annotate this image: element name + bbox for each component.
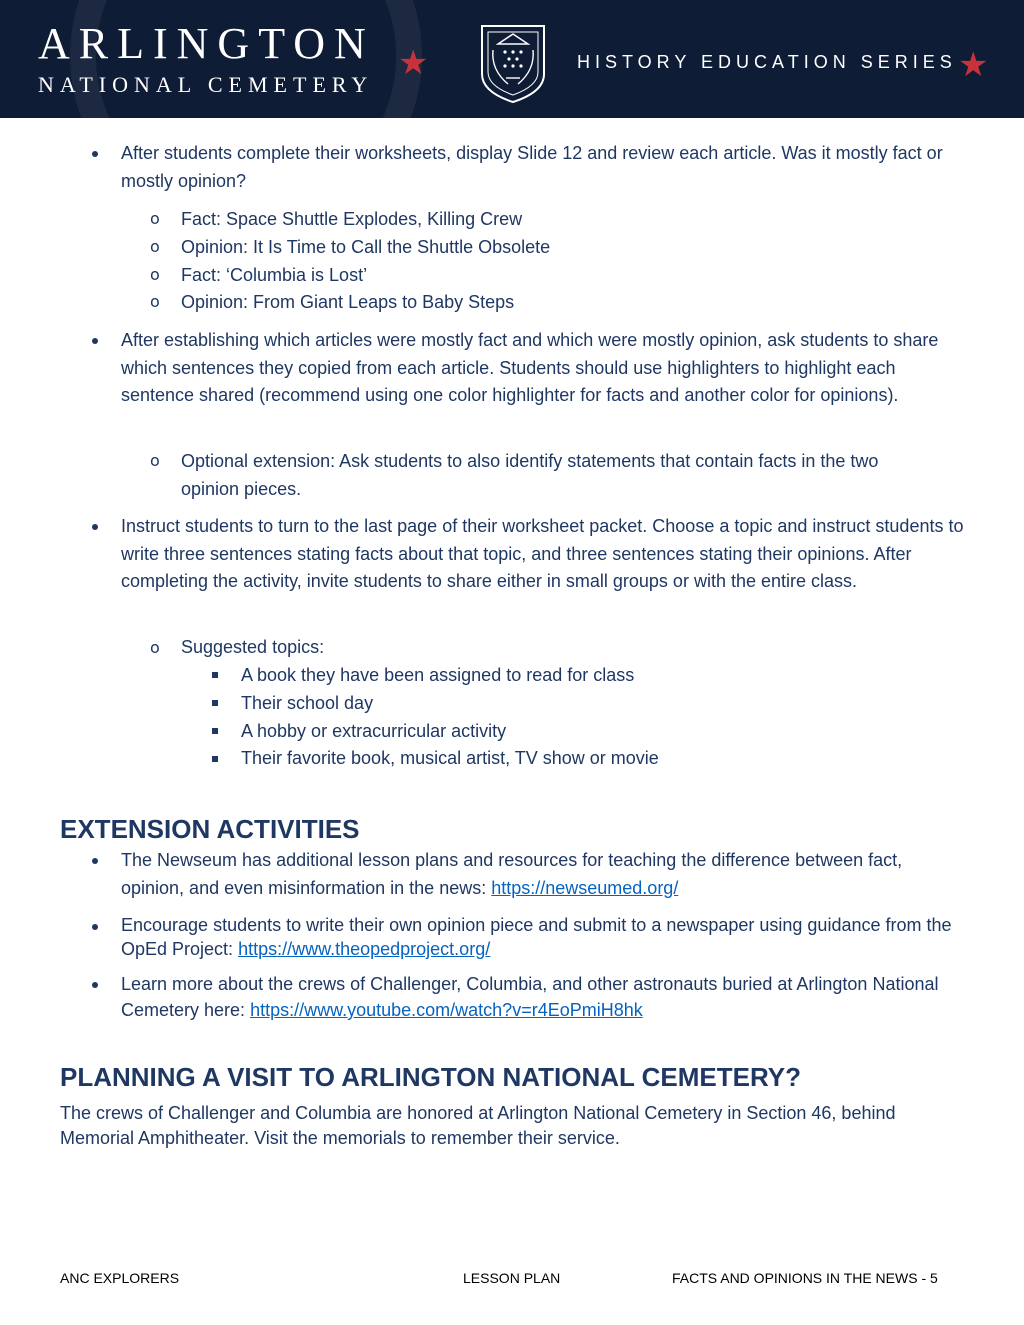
circle-bullet-icon: o — [150, 237, 160, 256]
topic-item: Their school day — [241, 693, 374, 713]
sub-list-item: Fact: ‘Columbia is Lost’ — [181, 265, 368, 285]
bullet-icon — [92, 982, 98, 988]
list-item — [121, 971, 961, 1023]
sub-list-item: Fact: Space Shuttle Explodes, Killing Crew — [181, 209, 523, 229]
bullet-icon — [92, 338, 98, 344]
topic-item: A hobby or extracurricular activity — [241, 721, 507, 741]
sub-list-item: Suggested topics: — [181, 637, 325, 657]
list-item-text: The Newseum has additional lesson plans and resources for teaching the difference between fact, opinion, and even misinformation in the news: — [121, 850, 903, 898]
list-item — [121, 847, 961, 902]
bullet-icon — [92, 924, 98, 930]
circle-bullet-icon: o — [150, 209, 160, 228]
topic-item: A book they have been assigned to read for class — [241, 665, 635, 685]
youtube-link[interactable]: https://www.youtube.com/watch?v=r4EoPmiH8hk — [250, 1000, 643, 1020]
circle-bullet-icon: o — [150, 265, 160, 284]
circle-bullet-icon: o — [150, 292, 160, 311]
header-banner — [0, 0, 1024, 118]
square-bullet-icon — [212, 756, 218, 762]
section-heading-visit: PLANNING A VISIT TO ARLINGTON NATIONAL CEMETERY? — [60, 1062, 802, 1092]
list-item: Instruct students to turn to the last page of their worksheet packet. Choose a topic and instruct students to write three sentences stating facts about that topic, and three sentences stating their opinions. After completing the activity, invite students to share either in small groups or with the entire class. — [121, 516, 964, 591]
square-bullet-icon — [212, 672, 218, 678]
sub-list-item: Optional extension: Ask students to also identify statements that contain facts in the two opinion pieces. — [181, 451, 879, 499]
list-item-text: Encourage students to write their own opinion piece and submit to a newspaper using guidance from the OpEd Project: — [121, 915, 952, 959]
section-heading-extension: EXTENSION ACTIVITIES — [60, 814, 360, 844]
series-title: HISTORY EDUCATION SERIES — [577, 52, 957, 72]
star-icon: ★ — [958, 46, 989, 84]
topic-item: Their favorite book, musical artist, TV show or movie — [241, 748, 659, 768]
sub-list-item: Opinion: It Is Time to Call the Shuttle Obsolete — [181, 237, 551, 257]
footer-center: LESSON PLAN — [463, 1270, 561, 1286]
oped-project-link[interactable]: https://www.theopedproject.org/ — [238, 939, 491, 959]
crest-icon — [478, 22, 548, 104]
square-bullet-icon — [212, 700, 218, 706]
list-item: After students complete their worksheets, display Slide 12 and review each article. Was it mostly fact or mostly opinion? — [121, 143, 943, 191]
circle-bullet-icon: o — [150, 451, 160, 470]
brand-subtitle: NATIONAL CEMETERY — [38, 72, 374, 97]
list-item: After establishing which articles were mostly fact and which were mostly opinion, ask students to share which sentences they copied from each article. Students should use highlighters to highlight each sentence shared (recommend using one color highlighter for facts and another color for opinions). — [121, 330, 939, 405]
circle-bullet-icon: o — [150, 638, 160, 657]
bullet-icon — [92, 524, 98, 530]
list-item — [121, 913, 971, 961]
list-item-text: Learn more about the crews of Challenger, Columbia, and other astronauts buried at Arlington National Cemetery here: — [121, 974, 939, 1020]
bullet-icon — [92, 858, 98, 864]
square-bullet-icon — [212, 728, 218, 734]
star-icon: ★ — [398, 44, 429, 82]
brand-title: ARLINGTON — [38, 19, 375, 68]
footer-right: FACTS AND OPINIONS IN THE NEWS - 5 — [672, 1270, 938, 1286]
sub-list-item: Opinion: From Giant Leaps to Baby Steps — [181, 292, 515, 312]
bullet-icon — [92, 151, 98, 157]
newseum-link[interactable]: https://newseumed.org/ — [491, 877, 679, 898]
footer-left: ANC EXPLORERS — [60, 1270, 180, 1286]
visit-paragraph: The crews of Challenger and Columbia are honored at Arlington National Cemetery in Section 46, behind Memorial Amphitheater. Visit the memorials to remember their service. — [60, 1103, 896, 1148]
